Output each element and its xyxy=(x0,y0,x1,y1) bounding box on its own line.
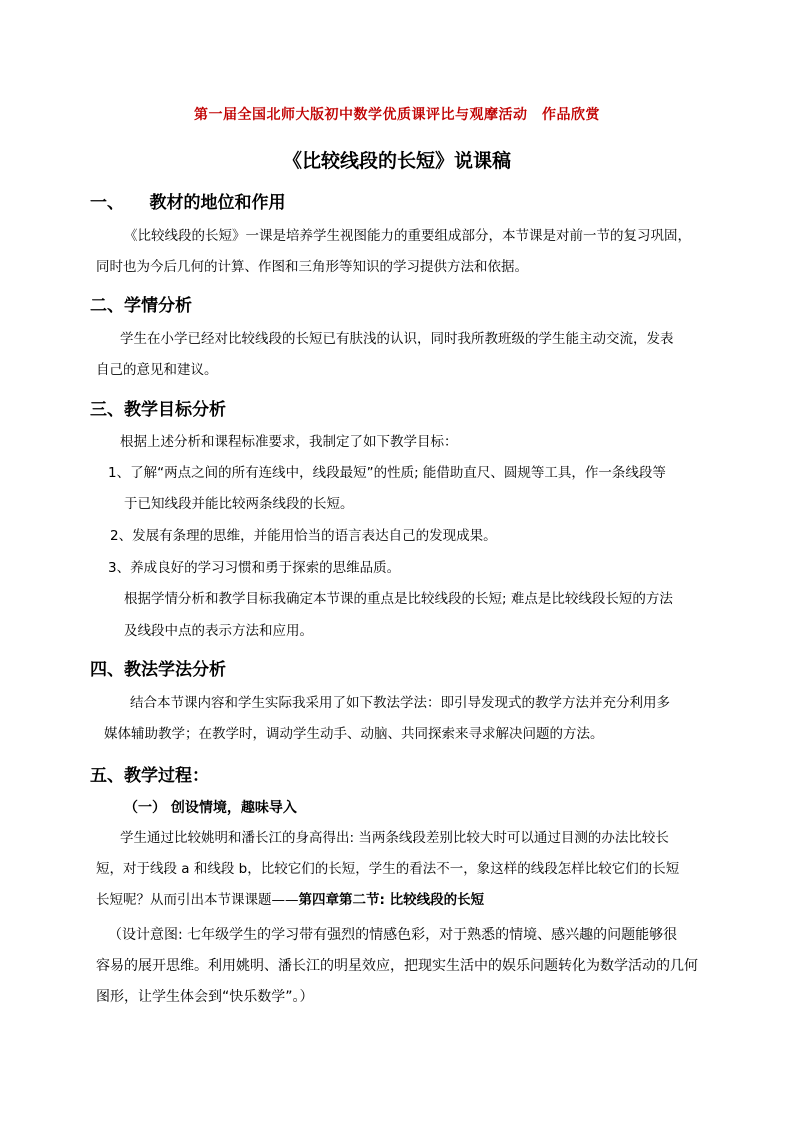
section-heading-5: 五、教学过程： xyxy=(90,766,209,786)
section-heading-1: 一、 教材的地位和作用 xyxy=(90,193,286,213)
paragraph-line: 《比较线段的长短》一课是培养学生视图能力的重要组成部分，本节课是对前一节的复习巩固， xyxy=(124,228,691,244)
goal-item: 3、养成良好的学习习惯和勇于探索的思维品质。 xyxy=(108,560,401,576)
paragraph-line: 根据上述分析和课程标准要求，我制定了如下教学目标： xyxy=(120,434,458,450)
paragraph-line: 同时也为今后几何的计算、作图和三角形等知识的学习提供方法和依据。 xyxy=(96,259,528,275)
event-banner: 第一届全国北师大版初中数学优质课评比与观摩活动 作品欣赏 xyxy=(194,107,600,123)
paragraph-line: 根据学情分析和教学目标我确定本节课的重点是比较线段的长短; 难点是比较线段长短的方法 xyxy=(124,591,673,607)
paragraph-line: 自己的意见和建议。 xyxy=(96,362,218,378)
subsection-heading: （一） 创设情境，趣味导入 xyxy=(124,800,297,816)
goal-item: 1、了解“两点之间的所有连线中，线段最短”的性质; 能借助直尺、圆规等工具，作一条线段等 xyxy=(108,465,666,481)
paragraph-line: 学生通过比较姚明和潘长江的身高得出: 当两条线段差别比较大时可以通过目测的办法比较长 xyxy=(120,830,669,846)
section-heading-2: 二、学情分析 xyxy=(90,296,192,316)
paragraph-line: 学生在小学已经对比较线段的长短已有肤浅的认识，同时我所教班级的学生能主动交流，发表 xyxy=(120,331,674,347)
design-note-line: （设计意图: 七年级学生的学习带有强烈的情感色彩，对于熟悉的情境、感兴趣的问题能够很 xyxy=(108,927,678,943)
section-heading-4: 四、教法学法分析 xyxy=(90,660,226,680)
paragraph-line: 媒体辅助教学；在教学时，调动学生动手、动脑、共同探索来寻求解决问题的方法。 xyxy=(104,726,604,742)
paragraph-line: 及线段中点的表示方法和应用。 xyxy=(124,623,313,639)
paragraph-line xyxy=(96,885,484,916)
document-title: 《比较线段的长短》说课稿 xyxy=(282,150,511,172)
paragraph-line: 短，对于线段 a 和线段 b，比较它们的长短，学生的看法不一，象这样的线段怎样比较它们的长短 xyxy=(96,861,680,877)
section-heading-3: 三、教学目标分析 xyxy=(90,400,226,420)
design-note-line: 容易的展开思维。利用姚明、潘长江的明星效应，把现实生活中的娱乐问题转化为数学活动的几何 xyxy=(96,958,698,974)
goal-item-continuation: 于已知线段并能比较两条线段的长短。 xyxy=(124,496,354,512)
paragraph-text: 长短呢？从而引出本节课课题—— xyxy=(96,892,299,908)
paragraph-line: 结合本节课内容和学生实际我采用了如下教法学法：即引导发现式的教学方法并充分利用多 xyxy=(130,695,670,711)
design-note-line: 图形，让学生体会到“快乐数学”。） xyxy=(96,989,314,1005)
goal-item: 2、发展有条理的思维，并能用恰当的语言表达自己的发现成果。 xyxy=(110,528,497,544)
chapter-title: 第四章第二节: 比较线段的长短 xyxy=(298,892,485,908)
